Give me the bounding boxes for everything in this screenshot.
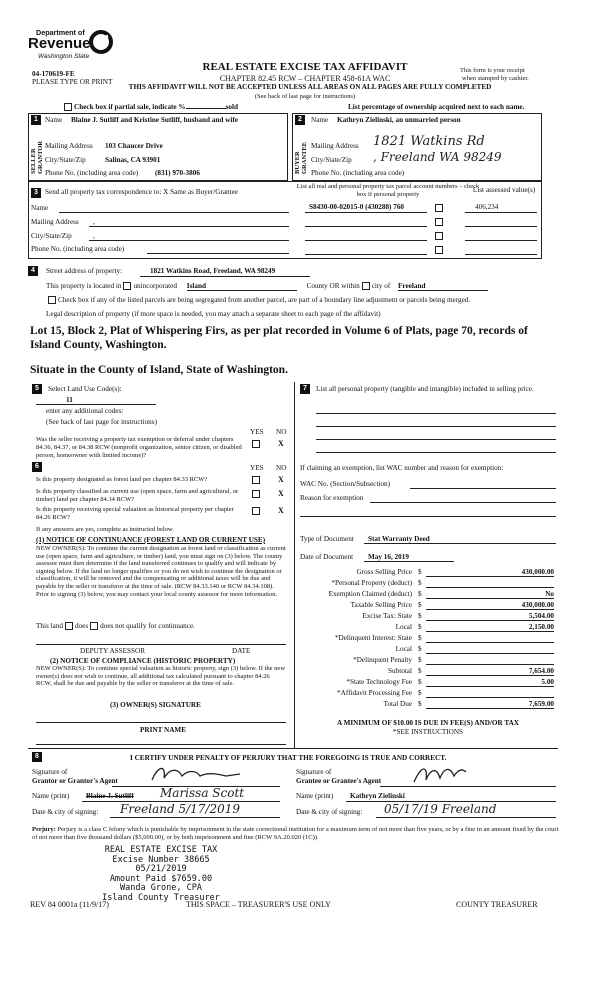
tax-label-8: *Delinquent Penalty bbox=[353, 656, 412, 664]
assessed-4-line bbox=[465, 254, 537, 255]
footer-rev: REV 84 0001a (11/9/17) bbox=[30, 900, 109, 909]
seller-name-label: Name bbox=[45, 116, 63, 124]
logo-swoosh-icon bbox=[88, 30, 114, 54]
stamp-line-0: REAL ESTATE EXCISE TAX bbox=[104, 845, 218, 855]
wac-line bbox=[410, 488, 556, 489]
page-title: REAL ESTATE EXCISE TAX AFFIDAVIT bbox=[202, 61, 408, 73]
corr-city-label: City/State/Zip bbox=[31, 232, 72, 240]
stamp-line-3: Amount Paid $7659.00 bbox=[109, 873, 213, 884]
grantee-date-label: Date & city of signing: bbox=[296, 808, 363, 816]
tax-dollar-8: $ bbox=[418, 656, 422, 664]
s6-q3-no-mark: X bbox=[278, 506, 284, 515]
grantor-name-label: Name (print) bbox=[32, 792, 70, 800]
tax-dollar-4: $ bbox=[418, 612, 422, 620]
tax-value-6 bbox=[426, 634, 554, 643]
tax-label-6: *Delinquent Interest: State bbox=[334, 634, 412, 642]
s6-yes: YES bbox=[250, 464, 264, 472]
corr-city-line bbox=[89, 240, 289, 241]
city-value: Freeland bbox=[398, 282, 488, 291]
form-id: 04-170619-FE bbox=[32, 70, 75, 78]
doc-type-line bbox=[364, 543, 556, 544]
buyer-city: , Freeland WA 98249 bbox=[373, 150, 502, 164]
doc-type-value: Stat Warranty Deed bbox=[368, 535, 430, 543]
s6-q1-yes-checkbox[interactable] bbox=[252, 476, 260, 484]
s5-q1: Was the seller receiving a property tax exemption or deferral under chapters 84.36, 84.37, or 84.38 RCW (nonprofit organization, senior citizen, or disabled person, homeowner with limited income)? bbox=[36, 436, 242, 459]
pp-line-4 bbox=[316, 452, 556, 453]
buyer-name: Kathryn Zielinski, an unmarried person bbox=[337, 116, 461, 124]
grantor-name-2: Marissa Scott bbox=[160, 786, 245, 800]
tax-see: *SEE INSTRUCTIONS bbox=[392, 728, 464, 736]
tax-dollar-5: $ bbox=[418, 623, 422, 631]
stamp-line-1: Excise Number 38665 bbox=[112, 854, 210, 865]
tax-label-2: Exemption Claimed (deduct) bbox=[328, 590, 412, 598]
s6-q2-no-mark: X bbox=[278, 489, 284, 498]
tax-value-11 bbox=[426, 689, 554, 698]
logo-dept: Department of bbox=[36, 28, 85, 37]
tax-value-2: No bbox=[426, 590, 554, 599]
s5-no: NO bbox=[276, 428, 287, 436]
tax-value-8 bbox=[426, 656, 554, 665]
additional-codes: enter any additional codes: bbox=[46, 407, 124, 415]
corr-phone-line bbox=[147, 253, 289, 254]
parcel-1-line bbox=[305, 212, 427, 213]
type-note: PLEASE TYPE OR PRINT bbox=[32, 78, 113, 86]
footer-space: THIS SPACE – TREASURER'S USE ONLY bbox=[186, 900, 331, 909]
grantee-date: 05/17/19 Freeland bbox=[384, 802, 497, 816]
county-value: Island bbox=[187, 282, 297, 291]
tax-dollar-11: $ bbox=[418, 689, 422, 697]
doc-date-value: May 16, 2019 bbox=[368, 553, 409, 561]
corr-phone-label: Phone No. (including area code) bbox=[31, 245, 125, 253]
s6-q3: Is this property receiving special valuation as historical property per chapter 84.26 RCW? bbox=[36, 506, 234, 521]
land-use-line bbox=[36, 404, 156, 405]
seller-phone: (831) 970-3806 bbox=[155, 169, 200, 177]
partial-sale-checkbox[interactable] bbox=[64, 103, 72, 111]
city-checkbox[interactable] bbox=[362, 282, 370, 290]
section-3-number: 3 bbox=[31, 188, 41, 198]
receipt-2: when stamped by cashier. bbox=[462, 75, 529, 82]
tax-dollar-10: $ bbox=[418, 678, 422, 686]
deputy-label: DEPUTY ASSESSOR bbox=[80, 647, 146, 655]
street-line bbox=[140, 276, 310, 277]
grantor-date-line bbox=[110, 817, 280, 818]
s6-q2: Is this property classified as current use (open space, farm and agricultural, or timber) land per chapter 84.34 RCW? bbox=[36, 488, 239, 503]
doc-date-line bbox=[364, 561, 454, 562]
seller-name: Blaine J. Sutliff and Kristine Sutliff, husband and wife bbox=[71, 116, 238, 124]
grantee-name: Kathryn Zielinski bbox=[350, 792, 405, 800]
parcel-2-line bbox=[305, 226, 427, 227]
parcel-1: S8430-00-02015-0 (430288) 760 bbox=[309, 203, 405, 211]
corr-mail-line bbox=[89, 226, 289, 227]
column-divider bbox=[294, 382, 295, 748]
s6-p2: NEW OWNER(S): To continue special valuation as historic property, sign (3) below. If the new owner(s) does not wish to continue, all additional tax calculated pursuant to chapter 84.26 RCW, shall be due and payable by the seller or transferor at the time of sale. bbox=[36, 665, 286, 688]
grantee-date-line bbox=[376, 817, 556, 818]
tax-dollar-7: $ bbox=[418, 645, 422, 653]
tax-dollar-12: $ bbox=[418, 700, 422, 708]
buyer-city-label: City/State/Zip bbox=[311, 156, 352, 164]
section-2-number: 2 bbox=[295, 115, 305, 125]
tax-dollar-3: $ bbox=[418, 601, 422, 609]
street-value: 1821 Watkins Road, Freeland, WA 98249 bbox=[150, 267, 276, 275]
seller-mail-label: Mailing Address bbox=[45, 142, 93, 150]
grantee-sig-line bbox=[380, 786, 556, 787]
corr-mail-value: , bbox=[93, 218, 95, 226]
grantee-signature bbox=[410, 762, 470, 786]
chapter: CHAPTER 82.45 RCW – CHAPTER 458-61A WAC bbox=[219, 74, 391, 83]
tax-value-12: 7,659.00 bbox=[426, 700, 554, 709]
tax-value-9: 7,654.00 bbox=[426, 667, 554, 676]
segregated-row: Check box if any of the listed parcels are being segregated from another parcel, are part of a boundary line adjustment or parcels being merged. bbox=[46, 296, 470, 304]
tax-label-9: Subtotal bbox=[388, 667, 412, 675]
section-8-number: 8 bbox=[32, 752, 42, 762]
s5-q1-no-mark: X bbox=[278, 439, 284, 448]
section-4-number: 4 bbox=[28, 266, 38, 276]
buyer-name-label: Name bbox=[311, 116, 329, 124]
tax-value-7 bbox=[426, 645, 554, 654]
reason-line bbox=[370, 502, 556, 503]
deputy-date-label: DATE bbox=[232, 647, 251, 655]
does-checkbox[interactable] bbox=[65, 622, 73, 630]
legal-description: Lot 15, Block 2, Plat of Whispering Firs, as per plat recorded in Volume 6 of Plats, page 70, records of Island County, Washington. bbox=[30, 325, 528, 351]
grantor-date: Freeland 5/17/2019 bbox=[120, 802, 241, 816]
land-use-see: (See back of last page for instructions) bbox=[46, 418, 157, 426]
corr-name-line bbox=[59, 212, 289, 213]
tax-label-12: Total Due bbox=[383, 700, 412, 708]
buyer-mail: 1821 Watkins Rd bbox=[373, 134, 485, 149]
assessed-2-line bbox=[465, 226, 537, 227]
corr-name-label: Name bbox=[31, 204, 49, 212]
tax-dollar-0: $ bbox=[418, 568, 422, 576]
tax-dollar-1: $ bbox=[418, 579, 422, 587]
perjury-text: Perjury: Perjury is a class C felony which is punishable by imprisonment in the state correctional institution for a maximum term of not more than five years, or by a fine in an amount fixed by the court of not more than five thousand dollars ($5,000.00), or by both imprisonment and fine (RCW 9A.20.020 (1C)). bbox=[32, 826, 559, 841]
land-use-label: Select Land Use Code(s): bbox=[48, 385, 122, 393]
s6-h1: (1) NOTICE OF CONTINUANCE (FOREST LAND OR CURRENT USE) bbox=[36, 536, 266, 544]
treasurer-stamp bbox=[86, 846, 236, 904]
seller-city: Salinas, CA 93901 bbox=[105, 156, 161, 164]
stamp-line-4: Wanda Grone, CPA bbox=[120, 883, 202, 894]
tax-dollar-6: $ bbox=[418, 634, 422, 642]
pct-label: List percentage of ownership acquired next to each name. bbox=[348, 103, 525, 111]
unincorporated-checkbox[interactable] bbox=[123, 282, 131, 290]
tax-label-7: Local bbox=[395, 645, 412, 653]
tax-table bbox=[300, 568, 556, 738]
tax-dollar-2: $ bbox=[418, 590, 422, 598]
s5-q1-yes-checkbox[interactable] bbox=[252, 440, 260, 448]
assessed-1-line bbox=[465, 212, 537, 213]
tax-value-10: 5.00 bbox=[426, 678, 554, 687]
print-name-line bbox=[36, 744, 286, 745]
s5-yes: YES bbox=[250, 428, 264, 436]
tax-label-5: Local bbox=[395, 623, 412, 631]
tax-label-4: Excise Tax: State bbox=[362, 612, 412, 620]
deputy-line bbox=[36, 644, 286, 645]
section-7-number: 7 bbox=[300, 384, 310, 394]
section-5-number: 5 bbox=[32, 384, 42, 394]
assessed-1: 406,234 bbox=[475, 203, 499, 211]
reason-label: Reason for exemption bbox=[300, 494, 364, 502]
parcels-header: List all real and personal property tax parcel account numbers – check box if personal property bbox=[296, 183, 480, 198]
grantee-name-label: Name (print) bbox=[296, 792, 334, 800]
s6-q1-no-mark: X bbox=[278, 475, 284, 484]
buyer-phone-label: Phone No. (including area code) bbox=[311, 169, 405, 177]
owner-sig-line bbox=[36, 722, 286, 723]
not-qualify-checkbox[interactable] bbox=[90, 622, 98, 630]
corr-label: Send all property tax correspondence to: X Same as Buyer/Grantee bbox=[45, 188, 238, 196]
s6-h2: (2) NOTICE OF COMPLIANCE (HISTORIC PROPERTY) bbox=[50, 657, 236, 665]
s6-q3-yes-checkbox[interactable] bbox=[252, 507, 260, 515]
pp-line-1 bbox=[316, 413, 556, 414]
corr-city-value: , bbox=[93, 232, 95, 240]
location-row: This property is located in unincorporated Island County OR within city of Freeland bbox=[46, 282, 488, 291]
pp-line-2 bbox=[316, 426, 556, 427]
corr-mail-label: Mailing Address bbox=[31, 218, 79, 226]
section-1-number: 1 bbox=[31, 115, 41, 125]
section-8-rule bbox=[28, 748, 558, 749]
buyer-side-label: BUYER GRANTEE bbox=[294, 141, 308, 174]
situate: Situate in the County of Island, State of Washington. bbox=[30, 364, 288, 376]
parcel-3-line bbox=[305, 240, 427, 241]
tax-value-5: 2,150.00 bbox=[426, 623, 554, 632]
assessed-header: List assessed value(s) bbox=[472, 186, 536, 194]
tax-label-10: *State Technology Fee bbox=[346, 678, 412, 686]
street-label: Street address of property: bbox=[46, 267, 123, 275]
tax-label-3: Taxable Selling Price bbox=[350, 601, 412, 609]
grantor-sig-label-2: Grantor or Grantor's Agent bbox=[32, 777, 118, 785]
section-1-box bbox=[28, 113, 288, 181]
grantee-sig-label-1: Signature of bbox=[296, 768, 332, 776]
reason-line-2 bbox=[300, 516, 556, 517]
doc-date-label: Date of Document bbox=[300, 553, 354, 561]
print-name-label: PRINT NAME bbox=[140, 726, 186, 734]
footer-treasurer: COUNTY TREASURER bbox=[456, 900, 538, 909]
see-back: (See back of last page for instructions) bbox=[254, 93, 356, 100]
tax-value-4: 5,504.00 bbox=[426, 612, 554, 621]
parcel-4-checkbox[interactable] bbox=[435, 246, 443, 254]
logo-state: Washington State bbox=[38, 53, 90, 60]
grantee-sig-label-2: Grantee or Grantee's Agent bbox=[296, 777, 382, 785]
s6-p1: NEW OWNER(S): To continue the current designation as forest land or classification as current use (open space, farm and agriculture, or timber) land, you must sign on (3) below. The county assessor must then determine if the land transferred continues to qualify and will indicate by signing below. If the land no longer qualifies or you do not wish to continue the designation or classification, it will be removed and the compensating or additional taxes will be due and payable by the seller or transferor at the time of sale. (RCW 84.33.140 or RCW 84.34.108). Prior to signing (3) below, you may contact your local county assessor for more information. bbox=[36, 545, 286, 598]
section-6-number: 6 bbox=[32, 462, 42, 472]
stamp-line-2: 05/21/2019 bbox=[135, 864, 187, 875]
grantor-sig-label-1: Signature of bbox=[32, 768, 68, 776]
revenue-logo bbox=[28, 28, 118, 64]
land-use-code: 11 bbox=[66, 396, 73, 404]
pp-line-3 bbox=[316, 439, 556, 440]
parcel-4-line bbox=[305, 254, 427, 255]
segregated-checkbox[interactable] bbox=[48, 296, 56, 304]
certify: I CERTIFY UNDER PENALTY OF PERJURY THAT THE FOREGOING IS TRUE AND CORRECT. bbox=[130, 754, 447, 762]
s6-q1: Is this property designated as forest land per chapter 84.33 RCW? bbox=[36, 476, 208, 483]
legal-label: Legal description of property (if more space is needed, you may attach a separate sheet to each page of the affidavit) bbox=[46, 310, 381, 318]
doc-type-label: Type of Document bbox=[300, 535, 354, 543]
continuance-row: This land does does not qualify for continuance. bbox=[36, 622, 195, 630]
parcel-3-checkbox[interactable] bbox=[435, 232, 443, 240]
personal-property-label: List all personal property (tangible and intangible) included in selling price. bbox=[316, 385, 534, 393]
partial-sale: Check box if partial sale, indicate % sold bbox=[62, 103, 238, 111]
exemption-label: If claiming an exemption, list WAC number and reason for exemption: bbox=[300, 464, 504, 472]
section-2-box bbox=[292, 113, 542, 181]
assessed-3-line bbox=[465, 240, 537, 241]
tax-label-1: *Personal Property (deduct) bbox=[331, 579, 412, 587]
tax-label-0: Gross Selling Price bbox=[356, 568, 412, 576]
s6-h3: (3) OWNER(S) SIGNATURE bbox=[110, 701, 201, 709]
parcel-2-checkbox[interactable] bbox=[435, 218, 443, 226]
seller-phone-label: Phone No. (including area code) bbox=[45, 169, 139, 177]
grantor-signature bbox=[148, 762, 248, 784]
warning: THIS AFFIDAVIT WILL NOT BE ACCEPTED UNLESS ALL AREAS ON ALL PAGES ARE FULLY COMPLETED bbox=[128, 83, 492, 91]
buyer-mail-label: Mailing Address bbox=[311, 142, 359, 150]
logo-revenue: Revenue bbox=[28, 35, 91, 52]
s6-q2-yes-checkbox[interactable] bbox=[252, 490, 260, 498]
grantor-name: Blaine J. Sutliff bbox=[86, 792, 134, 800]
tax-dollar-9: $ bbox=[418, 667, 422, 675]
tax-label-11: *Affidavit Processing Fee bbox=[337, 689, 412, 697]
parcel-1-checkbox[interactable] bbox=[435, 204, 443, 212]
tax-value-3: 430,000.00 bbox=[426, 601, 554, 610]
tax-value-0: 430,000.00 bbox=[426, 568, 554, 577]
tax-minimum: A MINIMUM OF $10.00 IS DUE IN FEE(S) AND/OR TAX bbox=[337, 719, 519, 727]
seller-mail: 103 Chaucer Drive bbox=[105, 142, 163, 150]
wac-label: WAC No. (Section/Subsection) bbox=[300, 480, 391, 488]
seller-city-label: City/State/Zip bbox=[45, 156, 86, 164]
receipt-1: This form is your receipt bbox=[460, 67, 525, 74]
grantor-date-label: Date & city of signing: bbox=[32, 808, 99, 816]
stamp-line-5: Island County Treasurer bbox=[102, 892, 220, 903]
seller-side-label: SELLER GRANTOR bbox=[30, 140, 44, 174]
tax-value-1 bbox=[426, 579, 554, 588]
s6-no: NO bbox=[276, 464, 287, 472]
section-3-box bbox=[28, 181, 542, 259]
s6-if-yes: If any answers are yes, complete as instructed below. bbox=[36, 526, 174, 533]
